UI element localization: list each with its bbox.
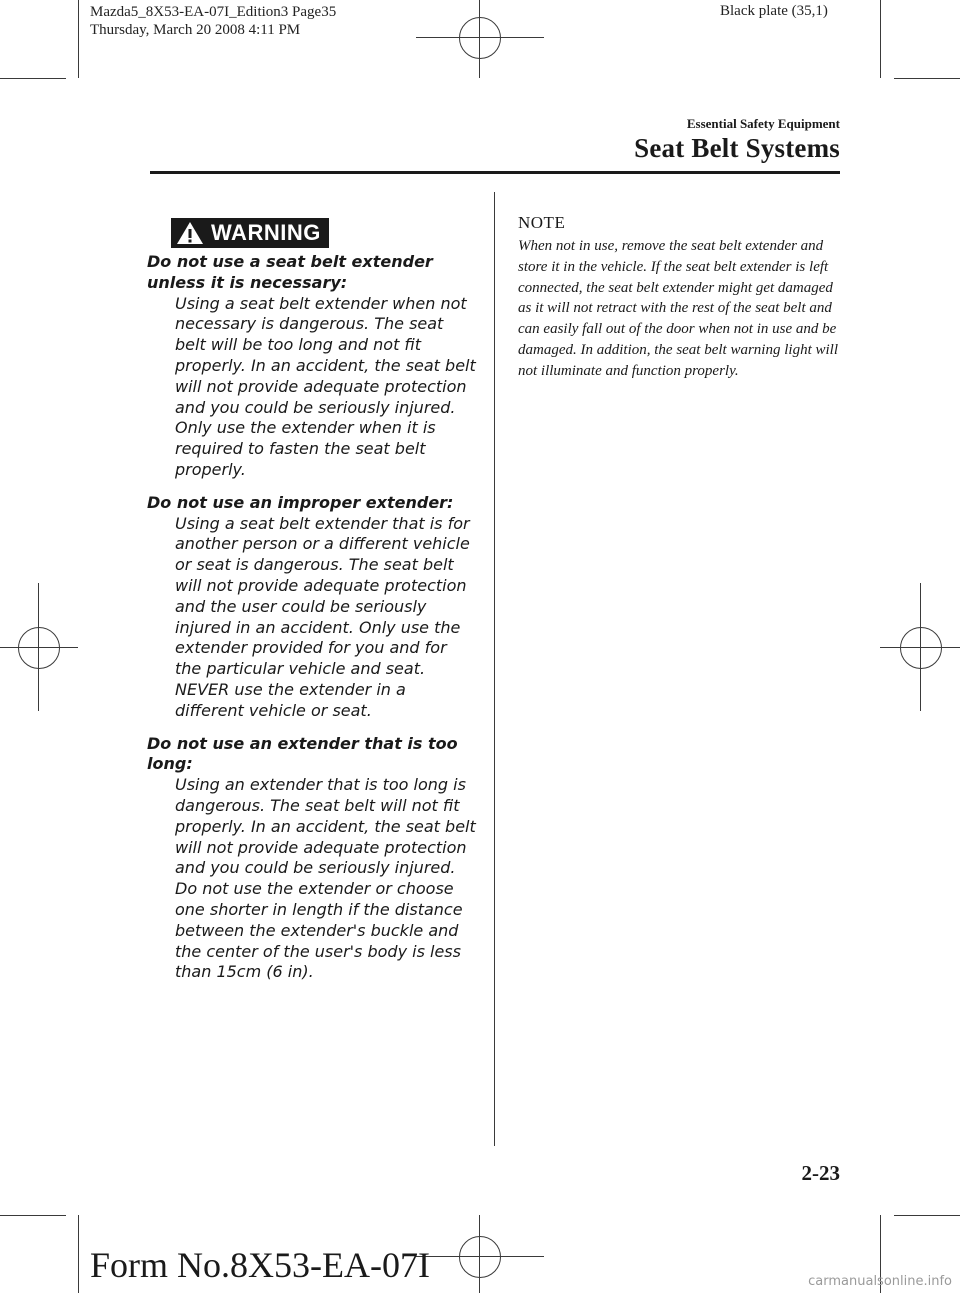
warning-triangle-icon (175, 220, 205, 246)
file-info-line2: Thursday, March 20 2008 4:11 PM (90, 22, 301, 38)
warning-item (147, 734, 477, 984)
page-number: 2-23 (801, 1161, 840, 1185)
warning-label: WARNING (211, 220, 321, 245)
form-number: Form No.8X53-EA-07I (90, 1245, 430, 1285)
warning-item-heading: Do not use an improper extender: (147, 492, 454, 512)
section-label: Essential Safety Equipment (686, 116, 840, 131)
note-title: NOTE (518, 213, 566, 232)
watermark: carmanualsonline.info (808, 1274, 952, 1289)
warning-item (147, 493, 477, 722)
page-title: Seat Belt Systems (634, 133, 840, 163)
warning-item-body: Using an extender that is too long is dangerous. The seat belt will not fit properly. In an accident, the seat belt will not provide adequate protection and you could be seriously injured. Do not use the extender or choose one shorter in length if the distance between the extender's buckle and the center of the user's body is less than 15cm (6 in). (175, 775, 476, 982)
note-body: When not in use, remove the seat belt extender and store it in the vehicle. If the seat belt extender is left connected, the seat belt extender might get damaged as it will not retract with the rest of the seat belt and can easily fall out of the door when not in use and be damaged. In addition, the seat belt warning light will not illuminate and function properly. (518, 238, 838, 379)
header-rule (150, 171, 840, 174)
file-info (90, 3, 336, 39)
plate-label: Black plate (35,1) (720, 3, 828, 19)
warning-item (147, 252, 477, 481)
warning-item-heading: Do not use a seat belt extender unless it is necessary: (147, 252, 433, 292)
warning-badge (171, 218, 329, 248)
warning-content (147, 252, 477, 995)
file-info-line1: Mazda5_8X53-EA-07I_Edition3 Page35 (90, 4, 337, 20)
warning-item-body: Using a seat belt extender that is for another person or a different vehicle or seat is dangerous. The seat belt will not provide adequate protection and the user could be seriously injured in an accident. Only use the extender provided for you and for the particular vehicle and seat. NEVER use the extender in a different vehicle or seat. (175, 513, 470, 720)
warning-item-heading: Do not use an extender that is too long: (147, 733, 458, 774)
column-divider (494, 192, 495, 1146)
warning-item-body: Using a seat belt extender when not necessary is dangerous. The seat belt will be too long and not fit properly. In an accident, the seat belt will not provide adequate protection and you could be seriously injured. Only use the extender when it is required to fasten the seat belt properly. (175, 293, 476, 479)
